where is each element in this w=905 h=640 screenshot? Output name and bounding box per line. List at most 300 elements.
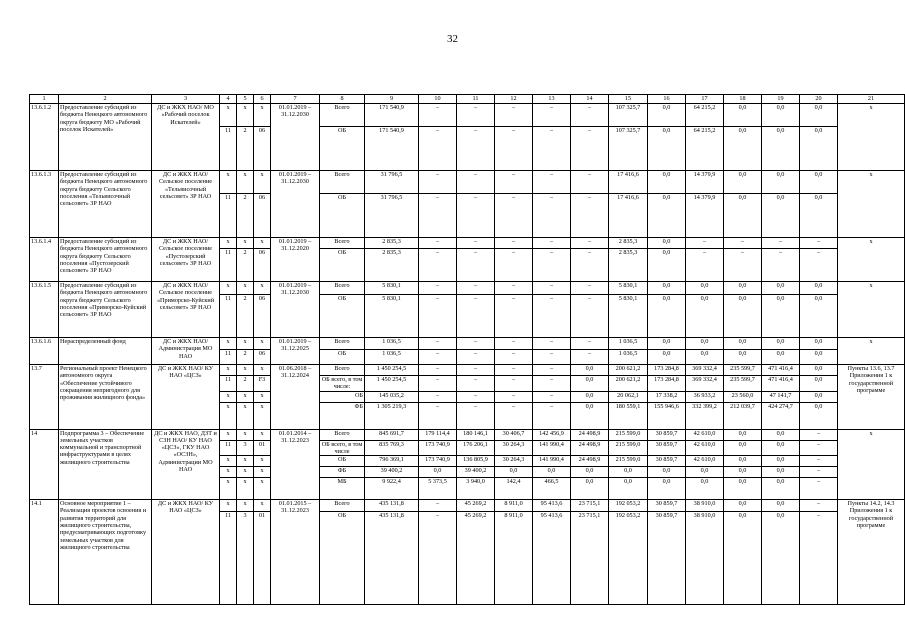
amount-cell: – bbox=[724, 238, 762, 249]
amount-cell: 107 325,7 bbox=[609, 104, 648, 127]
amount-cell: 64 215,2 bbox=[686, 104, 724, 127]
amount-cell: 47 141,7 bbox=[762, 391, 800, 402]
code-cell: x bbox=[220, 500, 237, 512]
amount-cell: – bbox=[457, 350, 495, 365]
note: x bbox=[838, 104, 905, 171]
code-cell: 11 bbox=[220, 512, 237, 605]
amount-cell: – bbox=[571, 350, 609, 365]
amount-cell: 0,0 bbox=[571, 467, 609, 478]
row-number: 13.6.1.6 bbox=[30, 338, 59, 365]
amount-cell: 173 284,8 bbox=[648, 376, 686, 392]
amount-cell: – bbox=[762, 238, 800, 249]
amount-cell: – bbox=[800, 249, 838, 282]
code-cell: x bbox=[237, 238, 254, 249]
executor: ДС и ЖКХ НАО/ КУ НАО «ЦСЗ» bbox=[152, 500, 220, 605]
amount-cell: 0,0 bbox=[648, 295, 686, 338]
amount-cell: 171 540,9 bbox=[365, 104, 419, 127]
amount-cell: 2 835,3 bbox=[609, 249, 648, 282]
header-row bbox=[30, 95, 905, 104]
amount-cell: – bbox=[533, 171, 571, 194]
code-cell: 3 bbox=[237, 440, 254, 456]
period: 01.06.2018 – 31.12.2024 bbox=[271, 365, 320, 430]
amount-cell: – bbox=[419, 391, 457, 402]
amount-cell: 180 146,1 bbox=[457, 429, 495, 440]
amount-cell: 1 305 219,3 bbox=[365, 402, 419, 429]
column-header: 7 bbox=[271, 95, 320, 104]
amount-cell: – bbox=[762, 249, 800, 282]
code-cell: x bbox=[220, 104, 237, 127]
amount-cell: 0,0 bbox=[762, 295, 800, 338]
amount-cell: 14 379,9 bbox=[686, 171, 724, 194]
funding-source: Всего bbox=[320, 500, 365, 512]
amount-cell: 180 559,1 bbox=[609, 402, 648, 429]
amount-cell: 0,0 bbox=[648, 249, 686, 282]
amount-cell: 435 131,8 bbox=[365, 500, 419, 512]
amount-cell: 30 264,3 bbox=[495, 456, 533, 467]
amount-cell: 31 796,5 bbox=[365, 194, 419, 238]
amount-cell: – bbox=[800, 429, 838, 440]
amount-cell: 0,0 bbox=[648, 104, 686, 127]
funding-source: ОБ bbox=[320, 350, 365, 365]
amount-cell: 9 922,4 bbox=[365, 478, 419, 500]
code-cell: 2 bbox=[237, 376, 254, 392]
amount-cell: 0,0 bbox=[724, 478, 762, 500]
amount-cell: – bbox=[533, 391, 571, 402]
code-cell: x bbox=[254, 429, 271, 440]
amount-cell: – bbox=[495, 350, 533, 365]
table-row bbox=[30, 338, 905, 350]
code-cell: 01 bbox=[254, 440, 271, 456]
amount-cell: 0,0 bbox=[648, 478, 686, 500]
amount-cell: 0,0 bbox=[571, 391, 609, 402]
amount-cell: – bbox=[533, 194, 571, 238]
amount-cell: 0,0 bbox=[800, 350, 838, 365]
code-cell: x bbox=[220, 429, 237, 440]
amount-cell: 24 498,9 bbox=[571, 440, 609, 456]
amount-cell: 0,0 bbox=[686, 338, 724, 350]
budget-table bbox=[29, 94, 905, 605]
amount-cell: – bbox=[800, 456, 838, 467]
executor: ДС и ЖКХ НАО/ МО «Рабочий поселок Искателей» bbox=[152, 104, 220, 171]
code-cell: x bbox=[254, 338, 271, 350]
amount-cell: – bbox=[495, 104, 533, 127]
amount-cell: 796 369,1 bbox=[365, 456, 419, 467]
note: Пункты 13.6, 13.7 Приложения 1 к государственной программе bbox=[838, 365, 905, 430]
amount-cell: 0,0 bbox=[762, 194, 800, 238]
table-row bbox=[30, 104, 905, 127]
code-cell: x bbox=[237, 338, 254, 350]
amount-cell: – bbox=[724, 249, 762, 282]
funding-source: ОБ bbox=[320, 295, 365, 338]
page-number: 32 bbox=[447, 33, 458, 45]
column-header: 11 bbox=[457, 95, 495, 104]
code-cell: x bbox=[237, 391, 254, 402]
amount-cell: 369 332,4 bbox=[686, 376, 724, 392]
amount-cell: – bbox=[457, 295, 495, 338]
amount-cell: – bbox=[457, 376, 495, 392]
funding-source: Всего bbox=[320, 238, 365, 249]
code-cell: x bbox=[237, 456, 254, 467]
executor: ДС и ЖКХ НАО/ Администрация МО НАО bbox=[152, 338, 220, 365]
amount-cell: 64 215,2 bbox=[686, 127, 724, 171]
code-cell: x bbox=[237, 282, 254, 295]
amount-cell: 42 610,0 bbox=[686, 429, 724, 440]
amount-cell: 31 796,5 bbox=[365, 171, 419, 194]
amount-cell: – bbox=[419, 127, 457, 171]
amount-cell: 200 621,2 bbox=[609, 365, 648, 376]
amount-cell: 23 715,1 bbox=[571, 500, 609, 512]
executor: ДС и ЖКХ НАО/ КУ НАО «ЦСЗ» bbox=[152, 365, 220, 430]
code-cell: x bbox=[220, 171, 237, 194]
funding-source: Всего bbox=[320, 104, 365, 127]
amount-cell: 424 274,7 bbox=[762, 402, 800, 429]
amount-cell: 2 835,3 bbox=[365, 238, 419, 249]
amount-cell: – bbox=[419, 171, 457, 194]
row-number: 13.6.1.5 bbox=[30, 282, 59, 338]
row-number: 13.6.1.3 bbox=[30, 171, 59, 238]
amount-cell: – bbox=[495, 282, 533, 295]
amount-cell: 0,0 bbox=[762, 338, 800, 350]
code-cell: F3 bbox=[254, 376, 271, 392]
amount-cell: – bbox=[571, 194, 609, 238]
amount-cell: 0,0 bbox=[762, 440, 800, 456]
amount-cell: – bbox=[419, 104, 457, 127]
code-cell: 06 bbox=[254, 194, 271, 238]
amount-cell: 0,0 bbox=[724, 171, 762, 194]
table-row bbox=[30, 429, 905, 440]
amount-cell: 5 830,1 bbox=[365, 282, 419, 295]
amount-cell: 0,0 bbox=[609, 467, 648, 478]
amount-cell: 0,0 bbox=[762, 127, 800, 171]
amount-cell: 0,0 bbox=[648, 282, 686, 295]
amount-cell: 142,4 bbox=[495, 478, 533, 500]
amount-cell: 173 740,9 bbox=[419, 440, 457, 456]
period: 01.01.2015 – 31.12.2023 bbox=[271, 500, 320, 605]
amount-cell: 2 835,3 bbox=[365, 249, 419, 282]
executor: ДС и ЖКХ НАО/ Сельское поселение «Пустозерский сельсовет» ЗР НАО bbox=[152, 238, 220, 282]
code-cell: x bbox=[254, 402, 271, 429]
code-cell: x bbox=[220, 238, 237, 249]
activity-name: Предоставление субсидий из бюджета Ненецкого автономного округа бюджету Сельского поселения «Пустозерский сельсовет» ЗР НАО bbox=[59, 238, 152, 282]
amount-cell: 0,0 bbox=[800, 338, 838, 350]
amount-cell: 215 599,0 bbox=[609, 456, 648, 467]
column-header: 20 bbox=[800, 95, 838, 104]
amount-cell: – bbox=[419, 350, 457, 365]
period: 01.01.2019 – 31.12.2020 bbox=[271, 238, 320, 282]
amount-cell: 192 053,2 bbox=[609, 512, 648, 605]
column-header: 13 bbox=[533, 95, 571, 104]
column-header: 12 bbox=[495, 95, 533, 104]
amount-cell: 38 910,0 bbox=[686, 512, 724, 605]
amount-cell: 466,5 bbox=[533, 478, 571, 500]
amount-cell: – bbox=[533, 365, 571, 376]
code-cell: 06 bbox=[254, 249, 271, 282]
amount-cell: – bbox=[419, 500, 457, 512]
code-cell: 2 bbox=[237, 249, 254, 282]
amount-cell: – bbox=[800, 512, 838, 605]
column-header: 5 bbox=[237, 95, 254, 104]
amount-cell: 0,0 bbox=[571, 376, 609, 392]
amount-cell: 30 859,7 bbox=[648, 456, 686, 467]
amount-cell: 173 284,8 bbox=[648, 365, 686, 376]
amount-cell: 0,0 bbox=[648, 350, 686, 365]
amount-cell: 0,0 bbox=[419, 467, 457, 478]
code-cell: 11 bbox=[220, 127, 237, 171]
amount-cell: – bbox=[686, 238, 724, 249]
funding-source: Всего bbox=[320, 338, 365, 350]
executor: ДС и ЖКХ НАО/ Сельское поселение «Тельвисочный сельсовет» ЗР НАО bbox=[152, 171, 220, 238]
amount-cell: – bbox=[419, 194, 457, 238]
amount-cell: 0,0 bbox=[571, 365, 609, 376]
code-cell: x bbox=[254, 282, 271, 295]
amount-cell: 20 062,1 bbox=[609, 391, 648, 402]
amount-cell: – bbox=[495, 338, 533, 350]
code-cell: 11 bbox=[220, 194, 237, 238]
table-row bbox=[30, 171, 905, 194]
amount-cell: 23 560,0 bbox=[724, 391, 762, 402]
code-cell: 11 bbox=[220, 295, 237, 338]
amount-cell: 0,0 bbox=[800, 127, 838, 171]
amount-cell: – bbox=[495, 194, 533, 238]
amount-cell: 0,0 bbox=[648, 127, 686, 171]
column-header: 4 bbox=[220, 95, 237, 104]
code-cell: x bbox=[254, 391, 271, 402]
column-header: 16 bbox=[648, 95, 686, 104]
table-row bbox=[30, 282, 905, 295]
amount-cell: 23 715,1 bbox=[571, 512, 609, 605]
amount-cell: 0,0 bbox=[724, 500, 762, 512]
funding-source: Всего bbox=[320, 365, 365, 376]
column-header: 6 bbox=[254, 95, 271, 104]
amount-cell: 39 400,2 bbox=[457, 467, 495, 478]
amount-cell: 471 416,4 bbox=[762, 365, 800, 376]
amount-cell: – bbox=[495, 238, 533, 249]
period: 01.01.2014 – 31.12.2023 bbox=[271, 429, 320, 500]
amount-cell: 1 450 254,5 bbox=[365, 365, 419, 376]
amount-cell: 24 498,9 bbox=[571, 429, 609, 440]
funding-source: Всего bbox=[320, 282, 365, 295]
amount-cell: 2 835,3 bbox=[609, 238, 648, 249]
amount-cell: 0,0 bbox=[648, 467, 686, 478]
amount-cell: 1 036,5 bbox=[609, 350, 648, 365]
code-cell: x bbox=[254, 467, 271, 478]
amount-cell: – bbox=[571, 104, 609, 127]
amount-cell: 0,0 bbox=[724, 467, 762, 478]
note: x bbox=[838, 171, 905, 238]
amount-cell: 0,0 bbox=[686, 467, 724, 478]
amount-cell: – bbox=[800, 478, 838, 500]
amount-cell: – bbox=[495, 391, 533, 402]
code-cell: x bbox=[220, 282, 237, 295]
amount-cell: 369 332,4 bbox=[686, 365, 724, 376]
code-cell: 11 bbox=[220, 350, 237, 365]
amount-cell: – bbox=[495, 402, 533, 429]
funding-source: ОБ bbox=[320, 391, 365, 402]
amount-cell: 435 131,8 bbox=[365, 512, 419, 605]
amount-cell: 142 456,9 bbox=[533, 429, 571, 440]
amount-cell: 173 740,9 bbox=[419, 456, 457, 467]
amount-cell: 332 399,2 bbox=[686, 402, 724, 429]
funding-source: ФБ bbox=[320, 467, 365, 478]
code-cell: 3 bbox=[237, 512, 254, 605]
funding-source: ОБ bbox=[320, 456, 365, 467]
code-cell: x bbox=[220, 338, 237, 350]
code-cell: x bbox=[220, 478, 237, 500]
amount-cell: – bbox=[495, 127, 533, 171]
amount-cell: 0,0 bbox=[762, 350, 800, 365]
funding-source: ОБ bbox=[320, 127, 365, 171]
executor: ДС и ЖКХ НАО, ДЗТ и СЗН НАО/ КУ НАО «ЦСЗ», ГКУ НАО «ОСЗН», Администрации МО НАО bbox=[152, 429, 220, 500]
code-cell: 2 bbox=[237, 350, 254, 365]
amount-cell: – bbox=[533, 249, 571, 282]
amount-cell: 0,0 bbox=[686, 295, 724, 338]
amount-cell: 200 621,2 bbox=[609, 376, 648, 392]
code-cell: x bbox=[254, 456, 271, 467]
note: x bbox=[838, 429, 905, 500]
amount-cell: 0,0 bbox=[724, 512, 762, 605]
activity-name: Региональный проект Ненецкого автономного округа «Обеспечение устойчивого сокращения непригодного для проживания жилищного фонда» bbox=[59, 365, 152, 430]
amount-cell: 1 036,5 bbox=[609, 338, 648, 350]
code-cell: x bbox=[220, 467, 237, 478]
code-cell: 11 bbox=[220, 376, 237, 392]
code-cell: 2 bbox=[237, 127, 254, 171]
amount-cell: 171 540,9 bbox=[365, 127, 419, 171]
amount-cell: 5 373,5 bbox=[419, 478, 457, 500]
activity-name: Предоставление субсидий из бюджета Ненецкого автономного округа бюджету Сельского поселения «Тельвисочный сельсовет» ЗР НАО bbox=[59, 171, 152, 238]
amount-cell: 0,0 bbox=[800, 402, 838, 429]
period: 01.01.2019 – 31.12.2030 bbox=[271, 282, 320, 338]
amount-cell: – bbox=[800, 467, 838, 478]
amount-cell: – bbox=[419, 295, 457, 338]
funding-source: Всего bbox=[320, 171, 365, 194]
amount-cell: 30 859,7 bbox=[648, 440, 686, 456]
amount-cell: – bbox=[533, 295, 571, 338]
column-header: 1 bbox=[30, 95, 59, 104]
amount-cell: – bbox=[419, 282, 457, 295]
amount-cell: 141 990,4 bbox=[533, 456, 571, 467]
amount-cell: – bbox=[800, 500, 838, 512]
code-cell: x bbox=[220, 402, 237, 429]
code-cell: x bbox=[237, 104, 254, 127]
amount-cell: – bbox=[533, 350, 571, 365]
amount-cell: 0,0 bbox=[762, 478, 800, 500]
amount-cell: 45 269,2 bbox=[457, 500, 495, 512]
amount-cell: 0,0 bbox=[686, 478, 724, 500]
row-number: 13.7 bbox=[30, 365, 59, 430]
column-header: 18 bbox=[724, 95, 762, 104]
amount-cell: – bbox=[495, 295, 533, 338]
table-row bbox=[30, 500, 905, 512]
amount-cell: – bbox=[571, 171, 609, 194]
amount-cell: – bbox=[419, 249, 457, 282]
amount-cell: – bbox=[571, 338, 609, 350]
amount-cell: – bbox=[533, 338, 571, 350]
note: x bbox=[838, 338, 905, 365]
code-cell: x bbox=[237, 171, 254, 194]
amount-cell: 39 400,2 bbox=[365, 467, 419, 478]
amount-cell: 17 416,6 bbox=[609, 194, 648, 238]
amount-cell: 17 338,2 bbox=[648, 391, 686, 402]
amount-cell: – bbox=[571, 238, 609, 249]
funding-source: ОБ всего, в том числе: bbox=[320, 376, 365, 392]
amount-cell: 30 264,3 bbox=[495, 440, 533, 456]
amount-cell: – bbox=[533, 127, 571, 171]
amount-cell: 155 946,6 bbox=[648, 402, 686, 429]
amount-cell: 0,0 bbox=[800, 391, 838, 402]
amount-cell: 1 036,5 bbox=[365, 338, 419, 350]
activity-name: Нераспределенный фонд bbox=[59, 338, 152, 365]
amount-cell: 45 269,2 bbox=[457, 512, 495, 605]
amount-cell: 38 910,0 bbox=[686, 500, 724, 512]
amount-cell: – bbox=[571, 249, 609, 282]
amount-cell: 0,0 bbox=[495, 467, 533, 478]
code-cell: x bbox=[254, 104, 271, 127]
activity-name: Основное мероприятие 1 – Реализация проектов освоения и развития территорий для жилищного строительства, предусматривающих подготовку земельных участков для жилищного строительства bbox=[59, 500, 152, 605]
code-cell: x bbox=[254, 171, 271, 194]
amount-cell: 145 035,2 bbox=[365, 391, 419, 402]
column-header: 8 bbox=[320, 95, 365, 104]
amount-cell: – bbox=[419, 365, 457, 376]
amount-cell: 24 498,9 bbox=[571, 456, 609, 467]
amount-cell: 0,0 bbox=[724, 456, 762, 467]
code-cell: x bbox=[237, 500, 254, 512]
note: x bbox=[838, 238, 905, 282]
amount-cell: 30 859,7 bbox=[648, 512, 686, 605]
code-cell: x bbox=[254, 500, 271, 512]
amount-cell: 192 053,2 bbox=[609, 500, 648, 512]
funding-source: ОБ bbox=[320, 249, 365, 282]
amount-cell: 30 406,7 bbox=[495, 429, 533, 440]
amount-cell: 17 416,6 bbox=[609, 171, 648, 194]
funding-source: Всего bbox=[320, 429, 365, 440]
funding-source: ОБ всего, в том числе bbox=[320, 440, 365, 456]
amount-cell: – bbox=[457, 194, 495, 238]
amount-cell: 179 114,4 bbox=[419, 429, 457, 440]
amount-cell: 8 911,0 bbox=[495, 512, 533, 605]
amount-cell: 0,0 bbox=[724, 429, 762, 440]
amount-cell: – bbox=[457, 171, 495, 194]
amount-cell: 0,0 bbox=[648, 194, 686, 238]
amount-cell: – bbox=[419, 376, 457, 392]
amount-cell: – bbox=[419, 512, 457, 605]
code-cell: 06 bbox=[254, 350, 271, 365]
code-cell: x bbox=[220, 456, 237, 467]
column-header: 10 bbox=[419, 95, 457, 104]
code-cell: 11 bbox=[220, 249, 237, 282]
amount-cell: 235 599,7 bbox=[724, 376, 762, 392]
amount-cell: 0,0 bbox=[724, 338, 762, 350]
amount-cell: 141 990,4 bbox=[533, 440, 571, 456]
amount-cell: 0,0 bbox=[800, 194, 838, 238]
amount-cell: 3 940,0 bbox=[457, 478, 495, 500]
amount-cell: – bbox=[419, 402, 457, 429]
amount-cell: 0,0 bbox=[762, 500, 800, 512]
period: 01.01.2019 – 31.12.2030 bbox=[271, 171, 320, 238]
amount-cell: 0,0 bbox=[762, 429, 800, 440]
amount-cell: 14 379,9 bbox=[686, 194, 724, 238]
amount-cell: – bbox=[495, 249, 533, 282]
column-header: 17 bbox=[686, 95, 724, 104]
amount-cell: – bbox=[457, 402, 495, 429]
column-header: 19 bbox=[762, 95, 800, 104]
amount-cell: – bbox=[533, 376, 571, 392]
amount-cell: 0,0 bbox=[724, 194, 762, 238]
activity-name: Предоставление субсидий из бюджета Ненецкого автономного округа бюджету Сельского поселения «Приморско-Куйский сельсовет» ЗР НАО bbox=[59, 282, 152, 338]
note: x bbox=[838, 282, 905, 338]
funding-source: ФБ bbox=[320, 402, 365, 429]
amount-cell: 0,0 bbox=[762, 467, 800, 478]
amount-cell: 0,0 bbox=[724, 104, 762, 127]
